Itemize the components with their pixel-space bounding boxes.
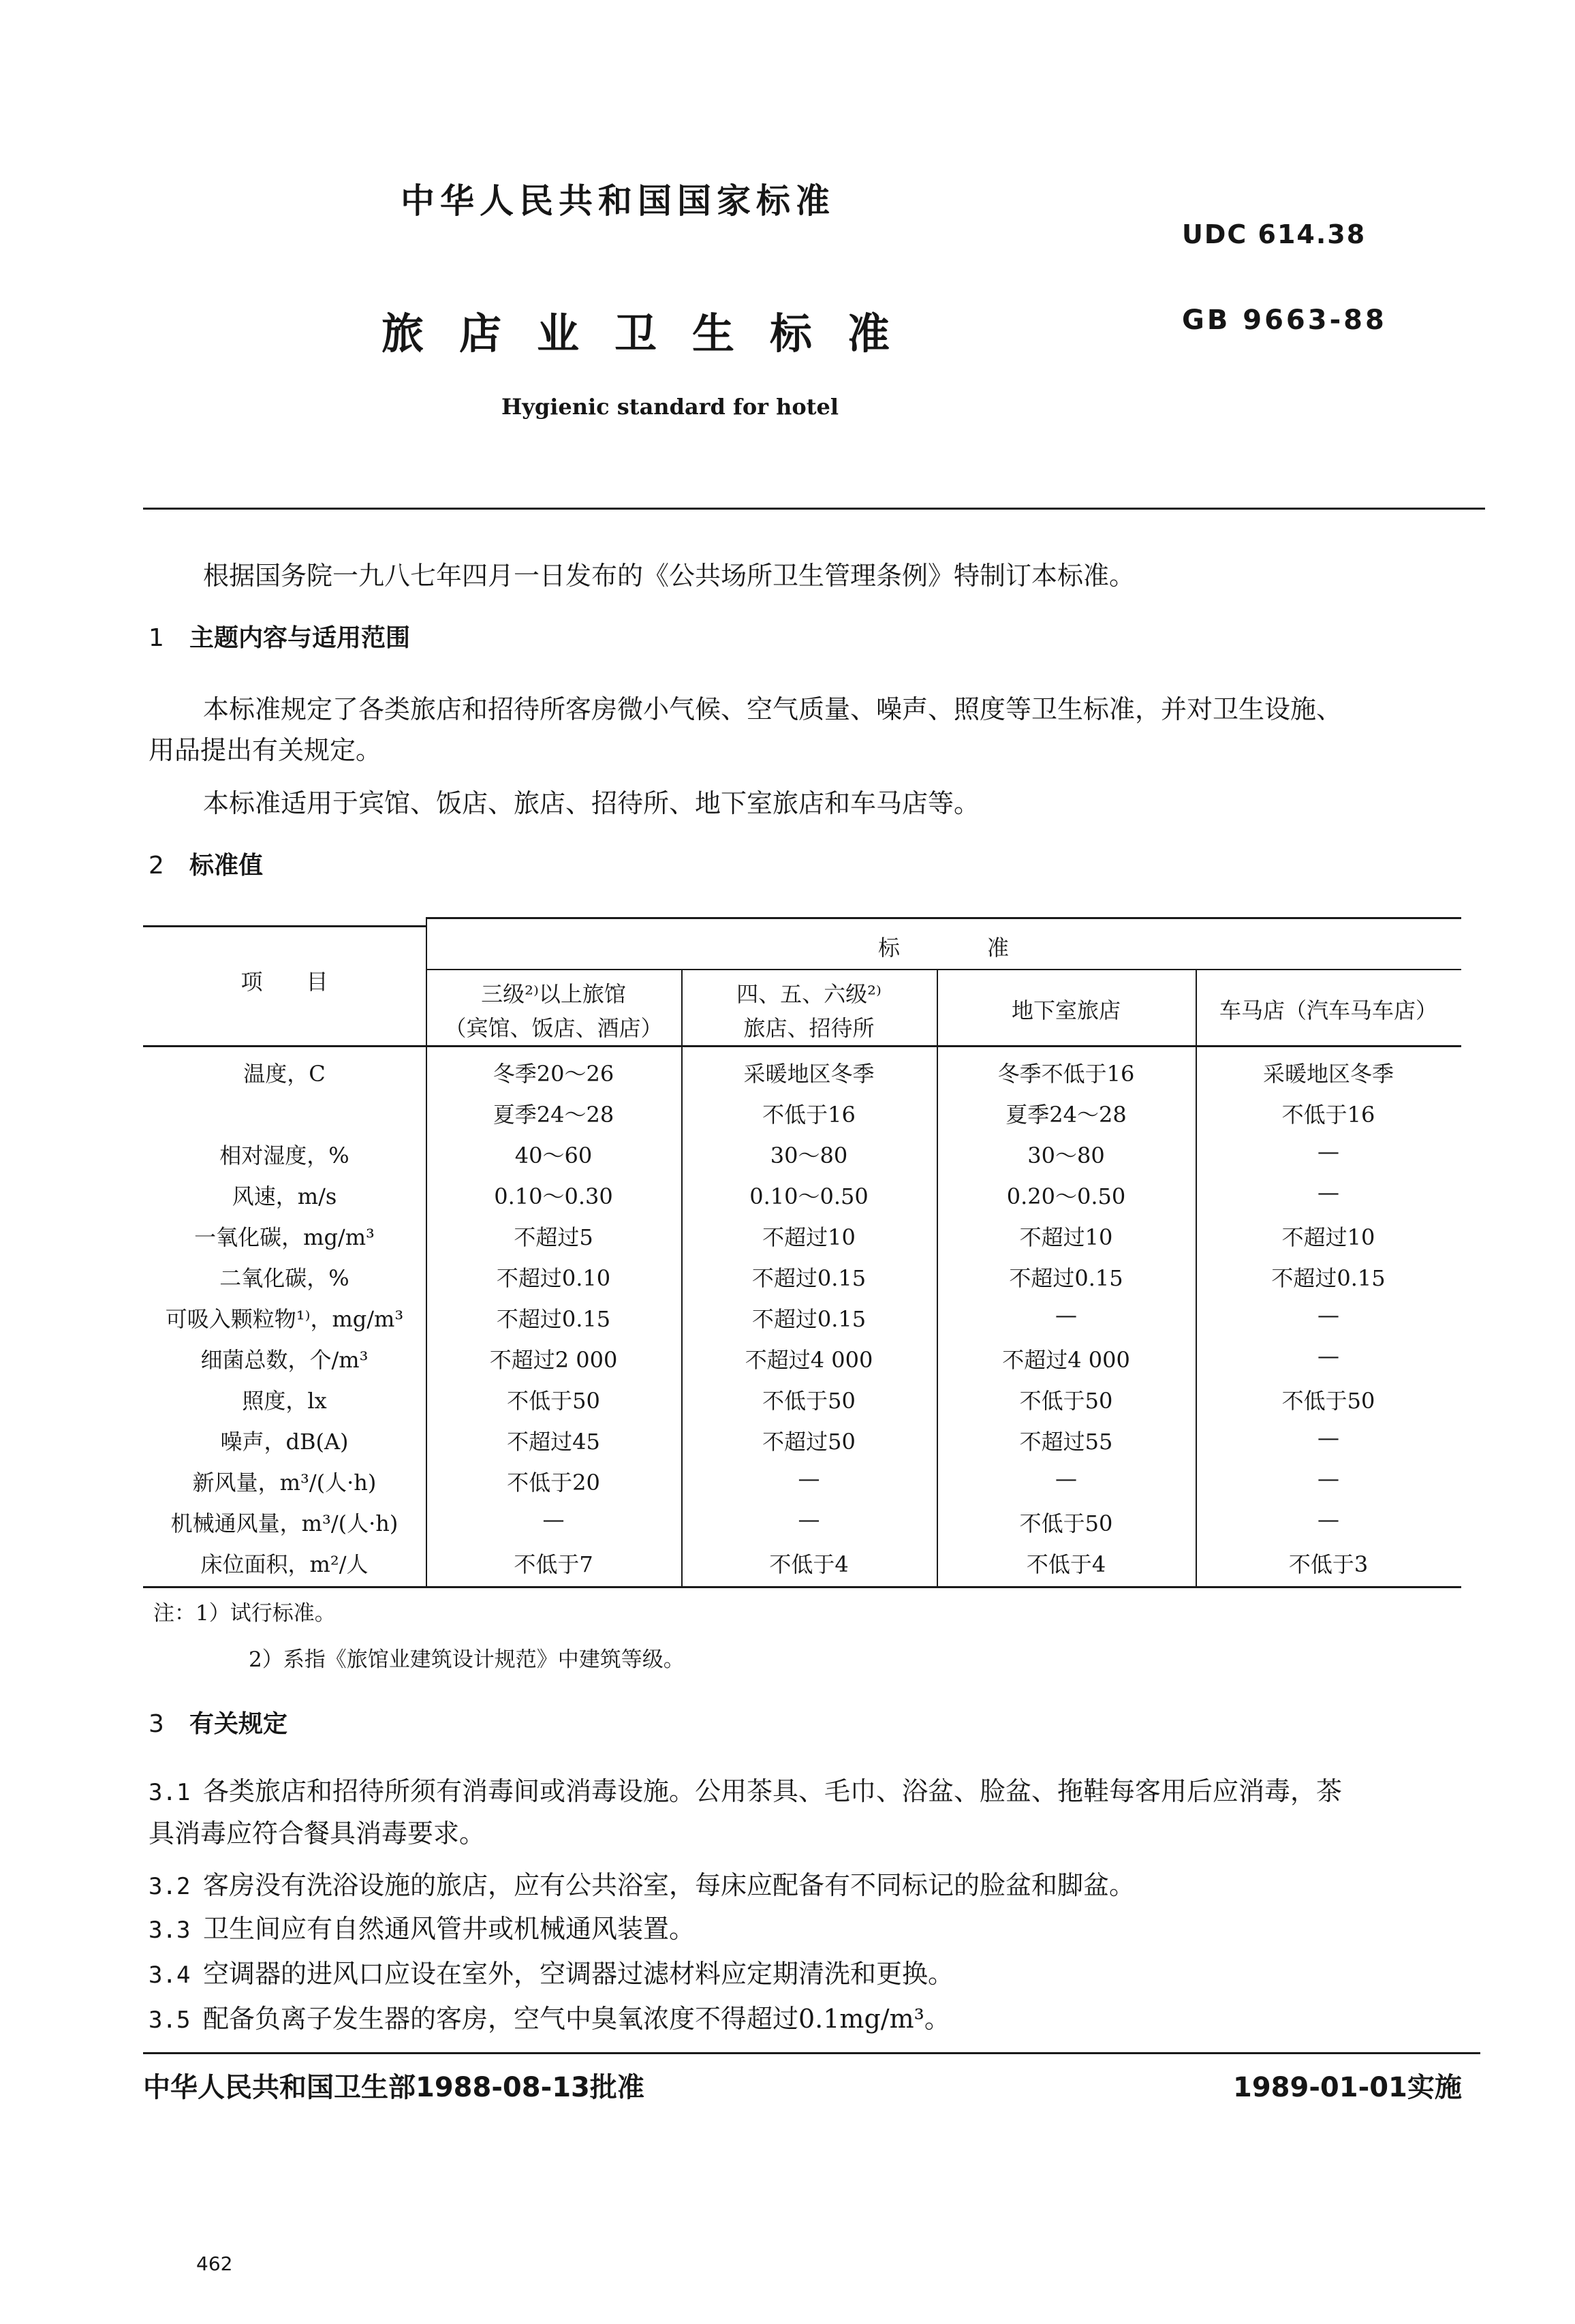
table-item-cell: 照度，lx xyxy=(242,1388,327,1414)
clause-number: 3.5 xyxy=(149,2007,191,2034)
table-value-cell: — xyxy=(1317,1506,1339,1532)
table-value-cell: 不低于16 xyxy=(762,1102,856,1128)
column-header-sub: （宾馆、饭店、酒店） xyxy=(444,1015,663,1041)
effective-date: 1989-01-01实施 xyxy=(1233,2072,1462,2103)
national-standard-heading: 中华人民共和国国家标准 xyxy=(401,181,835,221)
gb-number: GB 9663-88 xyxy=(1182,305,1387,336)
table-value-cell: 30～80 xyxy=(770,1143,848,1168)
table-header-rule xyxy=(143,1045,1461,1047)
table-value-cell: 不超过5 xyxy=(514,1224,593,1250)
document-title: 旅店业卫生标准 xyxy=(381,309,926,358)
footer-divider xyxy=(143,2052,1480,2054)
table-top-rule-left xyxy=(143,925,426,927)
section-number: 3 xyxy=(149,1710,164,1738)
clause-number: 3.2 xyxy=(149,1873,191,1900)
header-divider xyxy=(143,508,1485,510)
table-value-cell: 采暖地区冬季 xyxy=(743,1061,875,1087)
table-value-cell: 采暖地区冬季 xyxy=(1262,1061,1394,1087)
standard-header: 标 准 xyxy=(877,935,1009,961)
table-item-cell: 床位面积，m²/人 xyxy=(200,1551,369,1577)
table-value-cell: 不超过0.15 xyxy=(1009,1265,1123,1291)
table-note: 注：1）试行标准。 xyxy=(153,1601,336,1626)
table-value-cell: 40～60 xyxy=(514,1143,593,1168)
table-value-cell: — xyxy=(1317,1179,1339,1205)
section-1-heading xyxy=(149,619,410,653)
clause-number: 3.1 xyxy=(149,1779,191,1806)
clause-number: 3.4 xyxy=(149,1962,191,1989)
clause xyxy=(149,1998,950,2035)
table-value-cell: 不超过10 xyxy=(762,1224,856,1250)
table-value-cell: — xyxy=(1055,1466,1077,1491)
table-value-cell: — xyxy=(798,1466,820,1491)
table-value-cell: — xyxy=(798,1506,820,1532)
clause xyxy=(149,1864,1135,1902)
clause-text: 具消毒应符合餐具消毒要求。 xyxy=(149,1818,486,1848)
table-value-cell: — xyxy=(1317,1302,1339,1328)
clause-text: 空调器的进风口应设在室外，空调器过滤材料应定期清洗和更换。 xyxy=(203,1959,954,1989)
table-value-cell: 不低于3 xyxy=(1288,1551,1369,1577)
table-value-cell: 不超过4 000 xyxy=(1002,1347,1130,1373)
clause-number: 3.3 xyxy=(149,1917,191,1944)
intro-paragraph: 根据国务院一九八七年四月一日发布的《公共场所卫生管理条例》特制订本标准。 xyxy=(203,561,1136,591)
clause-text: 配备负离子发生器的客房，空气中臭氧浓度不得超过0.1mg/m³。 xyxy=(203,2004,950,2034)
table-item-cell: 可吸入颗粒物¹⁾，mg/m³ xyxy=(165,1306,404,1332)
table-value-cell: — xyxy=(1055,1302,1077,1328)
table-value-cell: 不低于7 xyxy=(514,1551,593,1577)
column-header: 三级²⁾以上旅馆 xyxy=(481,981,626,1007)
section-title: 主题内容与适用范围 xyxy=(189,624,411,652)
table-value-cell: 夏季24～28 xyxy=(493,1102,614,1128)
table-item-cell: 一氧化碳，mg/m³ xyxy=(194,1224,375,1250)
table-value-cell: — xyxy=(1317,1425,1339,1451)
table-item-cell: 噪声，dB(A) xyxy=(220,1429,349,1455)
column-header: 车马店（汽车马车店） xyxy=(1219,997,1437,1023)
table-value-cell: 不超过0.15 xyxy=(496,1306,611,1332)
table-value-cell: 冬季不低于16 xyxy=(997,1061,1135,1087)
table-item-cell: 机械通风量，m³/(人·h) xyxy=(170,1510,399,1536)
table-value-cell: 不低于50 xyxy=(762,1388,856,1414)
section-2-heading xyxy=(149,846,263,881)
table-item-cell: 二氧化碳，% xyxy=(219,1265,349,1291)
section-title: 标准值 xyxy=(189,852,264,880)
clause-continuation xyxy=(149,1812,485,1850)
section-1-paragraph-cont: 用品提出有关规定。 xyxy=(149,735,382,765)
clause xyxy=(149,1770,1342,1808)
clause-text: 卫生间应有自然通风管井或机械通风装置。 xyxy=(203,1914,696,1944)
standards-table xyxy=(143,917,1461,1585)
table-subheader-rule xyxy=(426,969,1461,970)
table-value-cell: — xyxy=(1317,1343,1339,1369)
table-value-cell: 0.10～0.50 xyxy=(749,1183,869,1209)
table-value-cell: 不低于4 xyxy=(1026,1551,1106,1577)
column-header: 地下室旅店 xyxy=(1011,997,1121,1023)
table-value-cell: 不低于50 xyxy=(507,1388,600,1414)
item-header: 项 目 xyxy=(240,969,328,995)
table-value-cell: — xyxy=(1317,1138,1339,1164)
table-value-cell: 不超过10 xyxy=(1281,1224,1375,1250)
clause xyxy=(149,1908,695,1945)
table-bottom-rule xyxy=(143,1586,1461,1588)
table-value-cell: 不低于50 xyxy=(1019,1388,1113,1414)
table-value-cell: 不低于50 xyxy=(1019,1510,1113,1536)
table-value-cell: 不低于20 xyxy=(507,1470,600,1496)
table-value-cell: 不超过45 xyxy=(507,1429,600,1455)
table-value-cell: 不超过55 xyxy=(1019,1429,1113,1455)
udc-code: UDC 614.38 xyxy=(1182,219,1367,249)
column-header-sub: 旅店、招待所 xyxy=(743,1015,875,1041)
table-value-cell: 不超过10 xyxy=(1019,1224,1113,1250)
table-value-cell: 不低于4 xyxy=(769,1551,849,1577)
table-value-cell: 不超过0.10 xyxy=(496,1265,611,1291)
table-value-cell: 夏季24～28 xyxy=(1005,1102,1127,1128)
table-value-cell: 不低于50 xyxy=(1281,1388,1375,1414)
table-item-cell: 风速，m/s xyxy=(232,1183,337,1209)
clause-text: 客房没有洗浴设施的旅店，应有公共浴室，每床应配备有不同标记的脸盆和脚盆。 xyxy=(203,1870,1136,1900)
table-value-cell: 不超过0.15 xyxy=(751,1306,867,1332)
table-value-cell: 不低于16 xyxy=(1281,1102,1375,1128)
table-top-rule xyxy=(426,917,1461,919)
section-3-heading xyxy=(149,1705,287,1739)
table-note: 2）系指《旅馆业建筑设计规范》中建筑等级。 xyxy=(249,1647,685,1672)
table-value-cell: 30～80 xyxy=(1027,1143,1105,1168)
table-value-cell: 冬季20～26 xyxy=(493,1061,614,1087)
clause-text: 各类旅店和招待所须有消毒间或消毒设施。公用茶具、毛巾、浴盆、脸盆、拖鞋每客用后应消毒，茶 xyxy=(203,1776,1343,1806)
section-1-paragraph: 本标准规定了各类旅店和招待所客房微小气候、空气质量、噪声、照度等卫生标准，并对卫生设施、 xyxy=(203,694,1343,724)
table-value-cell: 不超过50 xyxy=(762,1429,856,1455)
table-item-cell: 新风量，m³/(人·h) xyxy=(192,1470,377,1496)
table-value-cell: 0.10～0.30 xyxy=(494,1183,613,1209)
section-number: 1 xyxy=(149,624,164,652)
table-value-cell: 不超过4 000 xyxy=(745,1347,873,1373)
page-number: 462 xyxy=(196,2252,233,2275)
column-header: 四、五、六级²⁾ xyxy=(736,981,882,1007)
approval-line: 中华人民共和国卫生部1988-08-13批准 xyxy=(143,2072,644,2103)
section-1-scope-paragraph: 本标准适用于宾馆、饭店、旅店、招待所、地下室旅店和车马店等。 xyxy=(203,788,980,818)
table-value-cell: 不超过0.15 xyxy=(1271,1265,1386,1291)
table-value-cell: — xyxy=(1317,1466,1339,1491)
section-number: 2 xyxy=(149,852,164,880)
english-subtitle: Hygienic standard for hotel xyxy=(501,394,839,420)
section-title: 有关规定 xyxy=(189,1710,288,1738)
table-item-cell: 细菌总数，个/m³ xyxy=(200,1347,369,1373)
table-value-cell: 0.20～0.50 xyxy=(1006,1183,1126,1209)
table-value-cell: 不超过0.15 xyxy=(751,1265,867,1291)
table-item-cell: 温度，C xyxy=(243,1061,326,1087)
table-item-cell: 相对湿度，% xyxy=(219,1143,349,1168)
table-value-cell: 不超过2 000 xyxy=(489,1347,618,1373)
clause xyxy=(149,1953,954,1990)
table-value-cell: — xyxy=(542,1506,565,1532)
